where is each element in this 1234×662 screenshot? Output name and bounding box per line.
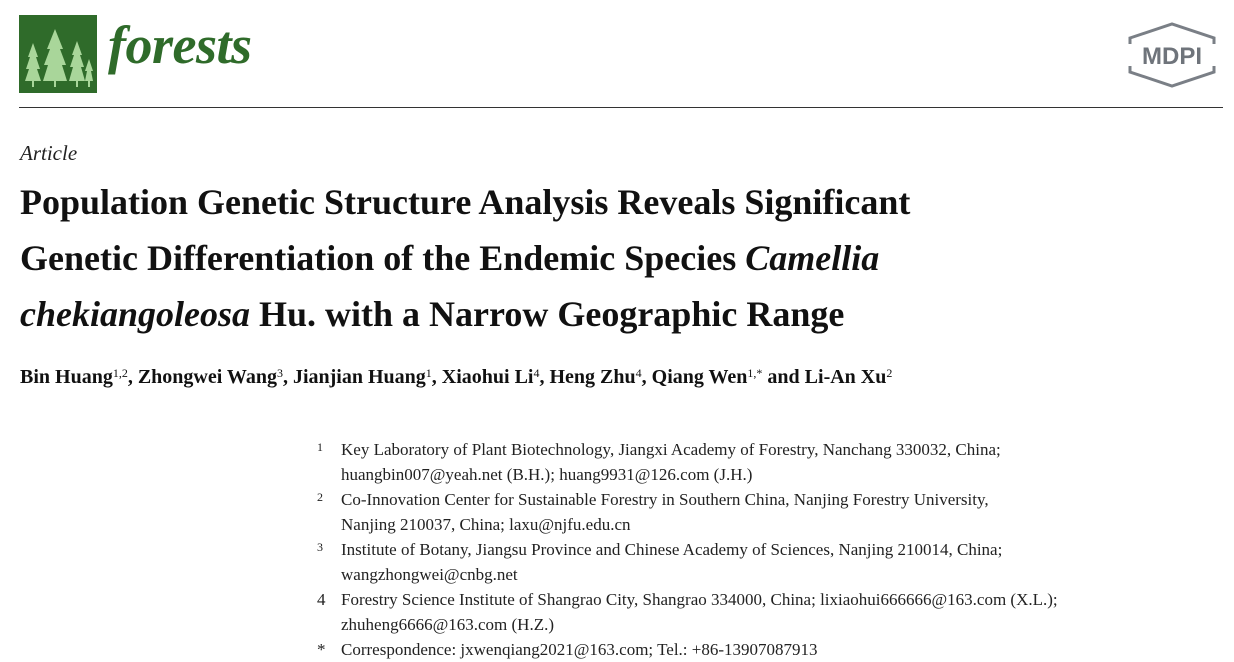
affiliation-number: 3: [317, 540, 323, 554]
author-name[interactable]: Zhongwei Wang: [137, 366, 277, 388]
affiliation-number: 2: [317, 490, 323, 504]
author-separator: and: [762, 366, 805, 388]
correspondence-line[interactable]: Correspondence: jxwenqiang2021@163.com; Tel.: +86-13907087913: [341, 640, 818, 659]
author-affiliation-sup: 1,2: [112, 366, 128, 380]
author-name[interactable]: Li-An Xu: [804, 366, 887, 388]
forests-logo-icon: [19, 15, 97, 93]
article-type-label: Article: [20, 141, 78, 165]
affiliation-item: [314, 487, 1214, 537]
affiliation-item: [314, 437, 1214, 487]
affiliation-line: Co-Innovation Center for Sustainable Forestry in Southern China, Nanjing Forestry University,: [341, 490, 989, 509]
author-separator: ,: [431, 366, 442, 388]
author-name[interactable]: Xiaohui Li: [441, 366, 534, 388]
author-affiliation-sup: 1,*: [747, 366, 763, 380]
affiliation-emails[interactable]: zhuheng6666@163.com (H.Z.): [341, 615, 554, 634]
author-separator: ,: [641, 366, 652, 388]
author-affiliation-sup: 4: [533, 366, 540, 380]
title-line-1: Population Genetic Structure Analysis Reveals Significant: [20, 182, 911, 222]
affiliation-item: [314, 587, 1214, 637]
affiliation-line: Forestry Science Institute of Shangrao City, Shangrao 334000, China; lixiaohui666666@163.com (X.L.);: [341, 590, 1058, 609]
correspondence-marker: *: [317, 640, 326, 659]
author-affiliation-sup: 4: [635, 366, 642, 380]
title-genus: Camellia: [745, 238, 880, 278]
author-affiliation-sup: 3: [276, 366, 283, 380]
author-name[interactable]: Bin Huang: [20, 366, 113, 388]
paper-title: [20, 174, 1210, 342]
correspondence-item: [314, 637, 1214, 662]
publisher-name: MDPI: [1142, 43, 1202, 70]
affiliation-line: Institute of Botany, Jiangsu Province and Chinese Academy of Sciences, Nanjing 210014, China;: [341, 540, 1003, 559]
affiliation-item: [314, 537, 1214, 587]
affiliation-line: Key Laboratory of Plant Biotechnology, Jiangxi Academy of Forestry, Nanchang 330032, China;: [341, 440, 1001, 459]
affiliation-emails[interactable]: Nanjing 210037, China; laxu@njfu.edu.cn: [341, 515, 631, 534]
author-name[interactable]: Heng Zhu: [549, 366, 636, 388]
author-name[interactable]: Jianjian Huang: [292, 366, 426, 388]
mdpi-logo-icon: [1120, 22, 1224, 88]
affiliation-emails[interactable]: huangbin007@yeah.net (B.H.); huang9931@126.com (J.H.): [341, 465, 753, 484]
author-separator: ,: [127, 366, 138, 388]
journal-name: forests: [108, 15, 252, 75]
author-affiliation-sup: 1: [425, 366, 432, 380]
author-separator: ,: [539, 366, 550, 388]
affiliation-number: 4: [317, 590, 326, 609]
author-separator: ,: [282, 366, 293, 388]
header-divider: [19, 107, 1223, 108]
title-line-3: Hu. with a Narrow Geographic Range: [250, 294, 845, 334]
affiliation-number: 1: [317, 440, 323, 454]
affiliation-list: [314, 437, 1214, 662]
affiliation-emails[interactable]: wangzhongwei@cnbg.net: [341, 565, 518, 584]
author-name[interactable]: Qiang Wen: [651, 366, 748, 388]
title-species: chekiangoleosa: [20, 294, 250, 334]
journal-header: [0, 0, 1234, 110]
title-line-2: Genetic Differentiation of the Endemic Species: [20, 238, 746, 278]
author-list: [20, 366, 1220, 389]
author-affiliation-sup: 2: [886, 366, 893, 380]
